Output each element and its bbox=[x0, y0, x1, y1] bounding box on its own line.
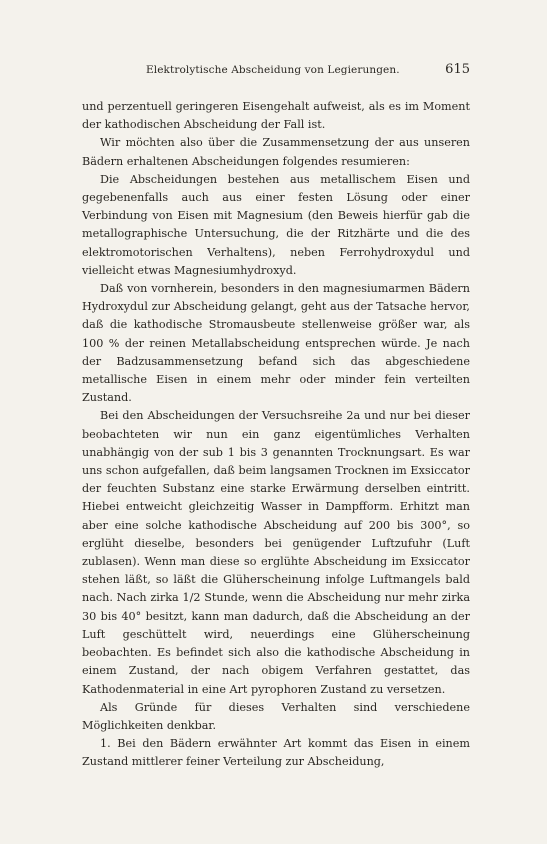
paragraph-6: Als Gründe für dieses Verhalten sind verschiedene Möglichkeiten denkbar. bbox=[82, 700, 470, 732]
paragraph-4: Daß von vornherein, besonders in den magnesiumarmen Bädern Hydroxydul zur Abscheidung gelangt, geht aus der Tatsache hervor, daß die kathodische Stromausbeute stellenweise größer war, als 100 % der reinen Metallabscheidung entsprechen würde. Je nach der Badzusammensetzung befand sich das abgeschiedene metallische Eisen in einem mehr oder minder fein verteilten Zustand. bbox=[82, 282, 470, 405]
paragraph-2: Wir möchten also über die Zusammensetzung der aus unseren Bädern erhaltenen Abscheidungen folgendes resumieren: bbox=[82, 136, 470, 168]
book-page bbox=[82, 60, 470, 772]
page-header bbox=[82, 60, 470, 82]
running-head: Elektrolytische Abscheidung von Legierungen. bbox=[146, 64, 400, 76]
paragraph-5: Bei den Abscheidungen der Versuchsreihe 2a und nur bei dieser beobachteten wir nun ein ganz eigentümliches Verhalten unabhängig von der sub 1 bis 3 genannten Trocknungsart. Es war uns schon aufgefallen, daß beim langsamen Trocknen im Exsiccator der feuchten Substanz eine starke Erwärmung derselben eintritt. Hiebei entweicht gleichzeitig Wasser in Dampfform. Erhitzt man aber eine solche kathodische Abscheidung auf 200 bis 300°, so erglüht dieselbe, besonders bei genügender Luftzufuhr (Luft zublasen). Wenn man diese so erglühte Abscheidung im Exsiccator stehen läßt, so läßt die Glüherscheinung infolge Luftmangels bald nach. Nach zirka 1/2 Stunde, wenn die Abscheidung nur mehr zirka 30 bis 40° besitzt, kann man dadurch, daß die Abscheidung an der Luft geschüttelt wird, neuerdings eine Glüherscheinung beobachten. Es befindet sich also die kathodische Abscheidung in einem Zustand, der nach obigem Verfahren gestattet, das Kathodenmaterial in eine Art pyrophoren Zustand zu versetzen. bbox=[82, 409, 470, 696]
paragraph-3: Die Abscheidungen bestehen aus metallischem Eisen und gegebenenfalls auch aus einer festen Lösung oder einer Verbindung von Eisen mit Magnesium (den Beweis hierfür gab die metallographische Untersuchung, die der Ritzhärte und die des elektromotorischen Verhaltens), neben Ferrohydroxydul und vielleicht etwas Magnesiumhydroxyd. bbox=[82, 172, 470, 277]
page-number: 615 bbox=[445, 62, 470, 77]
body-text bbox=[82, 98, 470, 772]
paragraph-7: 1. Bei den Bädern erwähnter Art kommt das Eisen in einem Zustand mittlerer feiner Verteilung zur Abscheidung, bbox=[82, 737, 470, 769]
paragraph-1: und perzentuell geringeren Eisengehalt aufweist, als es im Moment der kathodischen Abscheidung der Fall ist. bbox=[82, 100, 470, 132]
